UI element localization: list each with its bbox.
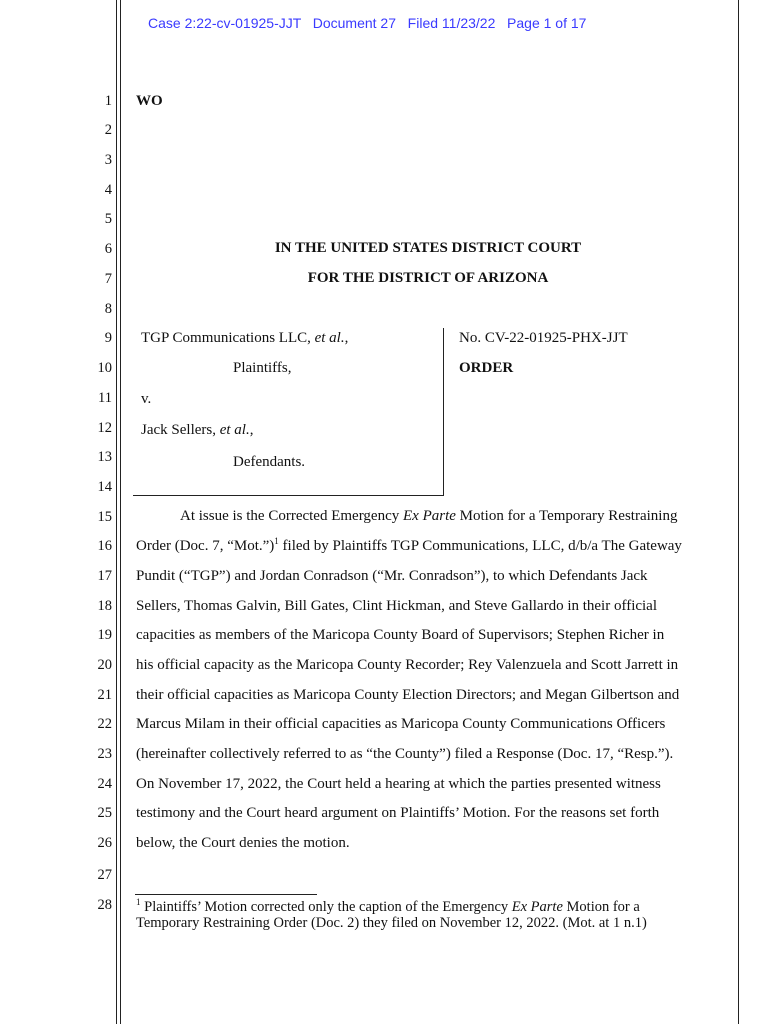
filed-date-header: Filed 11/23/22 [407,15,496,31]
footnote-text: Plaintiffs’ Motion corrected only the caption of the Emergency [140,899,512,915]
line-number: 7 [104,271,112,287]
line-number: 4 [104,182,112,198]
body-line: Marcus Milam in their official capacities as Maricopa County Communications Officers [136,716,666,732]
court-title-line2: FOR THE DISTRICT OF ARIZONA [307,270,549,286]
body-line: their official capacities as Maricopa County Election Directors; and Megan Gilbertson and [136,687,680,703]
line-number: 5 [104,211,112,227]
line-number: 8 [104,301,112,317]
plaintiff-et-al: et al. [314,330,345,346]
line-number: 13 [97,449,112,465]
footnote-italic: Ex Parte [511,899,563,915]
line-number: 16 [97,538,112,554]
defendant-name [141,421,253,439]
body-line: On November 17, 2022, the Court held a hearing at which the parties presented witness [136,776,661,792]
line-number: 28 [97,897,112,913]
body-line: his official capacity as the Maricopa County Recorder; Rey Valenzuela and Scott Jarrett in [136,657,679,673]
line-number: 9 [104,330,112,346]
line-number: 11 [98,390,112,406]
defendant-et-al: et al. [219,422,250,438]
line-number: 22 [97,716,112,732]
line-number: 10 [97,360,112,376]
case-number: No. CV-22-01925-PHX-JJT [459,330,628,346]
body-line: Pundit (“TGP”) and Jordan Conradson (“Mr. Conradson”), to which Defendants Jack [136,568,648,584]
body-line: below, the Court denies the motion. [136,835,350,851]
designation-wo: WO [136,93,163,109]
line-number: 20 [97,657,112,673]
line-number: 1 [104,93,112,109]
line-number: 27 [97,867,112,883]
line-number: 26 [97,835,112,851]
defendant-name-text: Jack Sellers, [141,422,216,438]
body-text: At issue is the Corrected Emergency [180,508,403,524]
body-line [180,507,677,525]
body-line: capacities as members of the Maricopa County Board of Supervisors; Stephen Richer in [136,627,665,643]
plaintiff-name-text: TGP Communications LLC, [141,330,311,346]
case-number-header: Case 2:22-cv-01925-JJT [148,15,302,31]
right-margin-rule [738,0,739,1024]
order-title: ORDER [459,360,514,376]
line-number: 24 [97,776,112,792]
line-number: 14 [97,479,112,495]
line-number: 25 [97,805,112,821]
line-number: 21 [97,687,112,703]
line-number: 17 [97,568,112,584]
left-margin-rule-inner [120,0,121,1024]
defendant-comma: , [249,422,254,438]
line-number: 6 [104,241,112,257]
plaintiffs-label: Plaintiffs, [233,360,292,376]
footnote-line: Temporary Restraining Order (Doc. 2) they filed on November 12, 2022. (Mot. at 1 n.1) [136,915,647,931]
plaintiff-name [141,329,348,347]
body-text: Motion for a Temporary Restraining [455,508,678,524]
line-number: 18 [97,598,112,614]
filing-header [148,15,586,31]
page-count-header: Page 1 of 17 [507,15,587,31]
body-text: filed by Plaintiffs TGP Communications, LLC, d/b/a The Gateway [278,538,682,554]
versus: v. [141,391,152,407]
line-number: 15 [97,509,112,525]
footnote-mark: 1 [136,897,141,908]
body-line [136,537,682,555]
left-margin-rule-outer [116,0,117,1024]
body-italic: Ex Parte [403,508,456,524]
body-line: Sellers, Thomas Galvin, Bill Gates, Clint Hickman, and Steve Gallardo in their official [136,598,658,614]
body-line: (hereinafter collectively referred to as “the County”) filed a Response (Doc. 17, “Resp.”). [136,746,674,762]
court-title-line1: IN THE UNITED STATES DISTRICT COURT [274,240,582,256]
line-number: 2 [104,122,112,138]
line-number: 19 [97,627,112,643]
line-number: 3 [104,152,112,168]
body-line: testimony and the Court heard argument on Plaintiffs’ Motion. For the reasons set forth [136,805,660,821]
line-number: 23 [97,746,112,762]
footnote-line [136,899,640,915]
line-number: 12 [97,420,112,436]
plaintiff-comma: , [344,330,349,346]
footnote-text: Motion for a [562,899,640,915]
document-number-header: Document 27 [312,15,396,31]
defendants-label: Defendants. [233,454,306,470]
footnote-reference: 1 [274,536,279,546]
footnote-divider [135,894,317,895]
body-text: Order (Doc. 7, “Mot.”) [136,538,275,554]
